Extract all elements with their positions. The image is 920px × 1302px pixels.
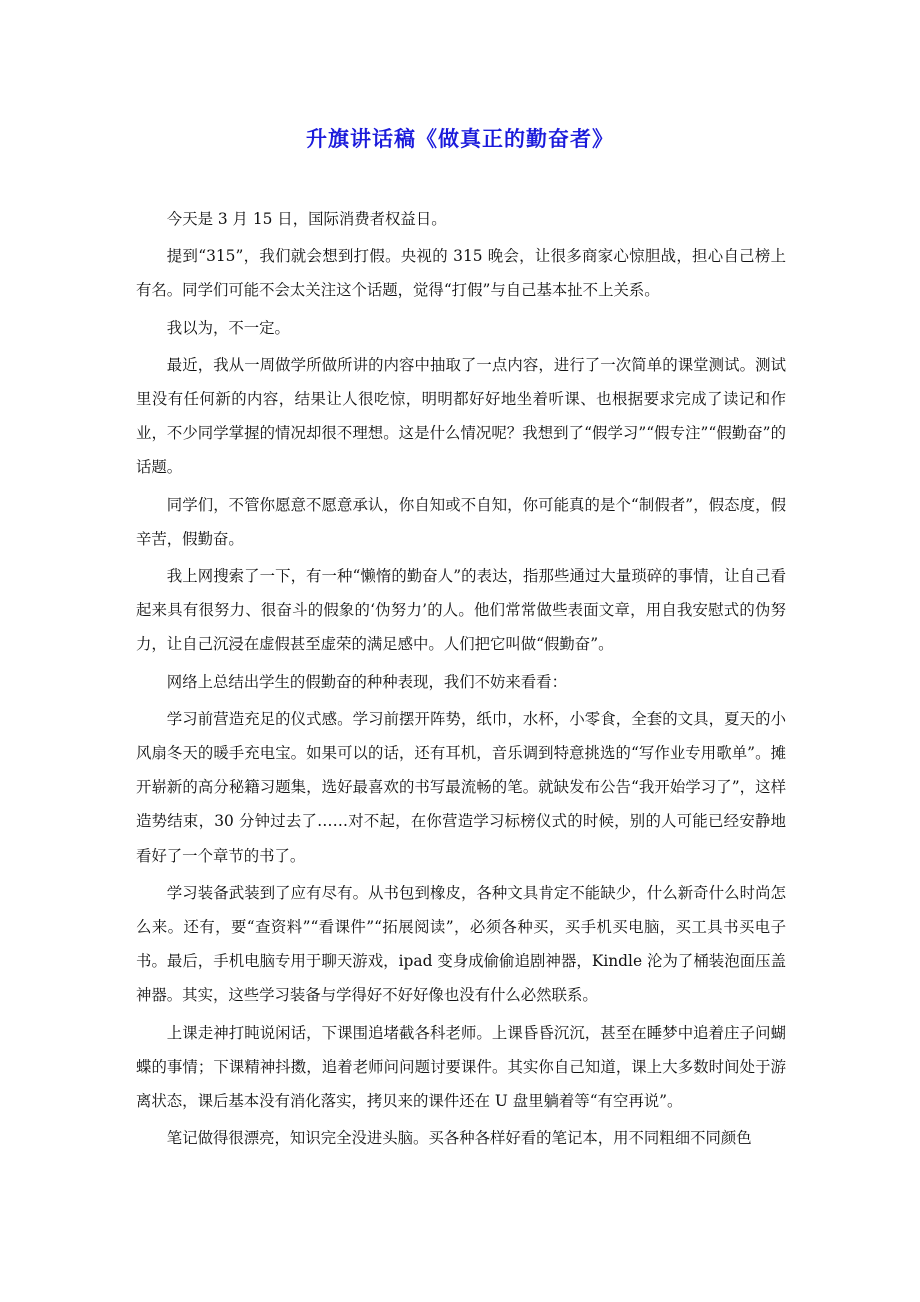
paragraph: 我上网搜索了一下，有一种“懒惰的勤奋人”的表达，指那些通过大量琐碎的事情，让自己看起来具有很努力、很奋斗的假象的‘伪努力’的人。他们常常做些表面文章，用自我安慰式的伪努力，让自己沉浸在虚假甚至虚荣的满足感中。人们把它叫做“假勤奋”。 — [136, 567, 786, 654]
paragraph: 网络上总结出学生的假勤奋的种种表现，我们不妨来看看： — [166, 672, 567, 691]
paragraph: 笔记做得很漂亮，知识完全没进头脑。买各种各样好看的笔记本，用不同粗细不同颜色 — [166, 1129, 752, 1148]
paragraph: 今天是 3 月 15 日，国际消费者权益日。 — [166, 210, 447, 228]
document-body — [136, 202, 786, 1158]
paragraph: 学习装备武装到了应有尽有。从书包到橡皮，各种文具肯定不能缺少，什么新奇什么时尚怎么来。还有，要“查资料”“看课件”“拓展阅读”，必须各种买，买手机买电脑，买工具书买电子书。最后，手机电脑专用于聊天游戏，ipad 变身成偷偷追剧神器，Kindle 沦为了桶装泡面压盖神器。其实，这些学习装备与学得好不好好像也没有什么必然联系。 — [136, 883, 786, 1005]
paragraph: 同学们，不管你愿意不愿意承认，你自知或不自知，你可能真的是个“制假者”，假态度，假辛苦，假勤奋。 — [136, 495, 786, 548]
paragraph: 我以为，不一定。 — [166, 318, 290, 337]
paragraph: 上课走神打盹说闲话，下课围追堵截各科老师。上课昏昏沉沉，甚至在睡梦中追着庄子问蝴蝶的事情；下课精神抖擞，追着老师问问题讨要课件。其实你自己知道，课上大多数时间处于游离状态，课后基本没有消化落实，拷贝来的课件还在 U 盘里躺着等“有空再说”。 — [136, 1023, 786, 1111]
paragraph: 提到“315”，我们就会想到打假。央视的 315 晚会，让很多商家心惊胆战，担心自己榜上有名。同学们可能不会太关注这个话题，觉得“打假”与自己基本扯不上关系。 — [136, 247, 786, 300]
document-title: 升旗讲话稿《做真正的勤奋者》 — [306, 126, 614, 151]
paragraph: 最近，我从一周做学所做所讲的内容中抽取了一点内容，进行了一次简单的课堂测试。测试里没有任何新的内容，结果让人很吃惊，明明都好好地坐着听课、也根据要求完成了读记和作业，不少同学掌握的情况却很不理想。这是什么情况呢？我想到了“假学习”“假专注”“假勤奋”的话题。 — [136, 355, 786, 477]
paragraph: 学习前营造充足的仪式感。学习前摆开阵势，纸巾，水杯，小零食，全套的文具，夏天的小风扇冬天的暖手充电宝。如果可以的话，还有耳机，音乐调到特意挑选的“写作业专用歌单”。摊开崭新的高分秘籍习题集，选好最喜欢的书写最流畅的笔。就缺发布公告“我开始学习了”，这样造势结束，30 分钟过去了……对不起，在你营造学习标榜仪式的时候，别的人可能已经安静地看好了一个章节的书了。 — [136, 709, 786, 865]
